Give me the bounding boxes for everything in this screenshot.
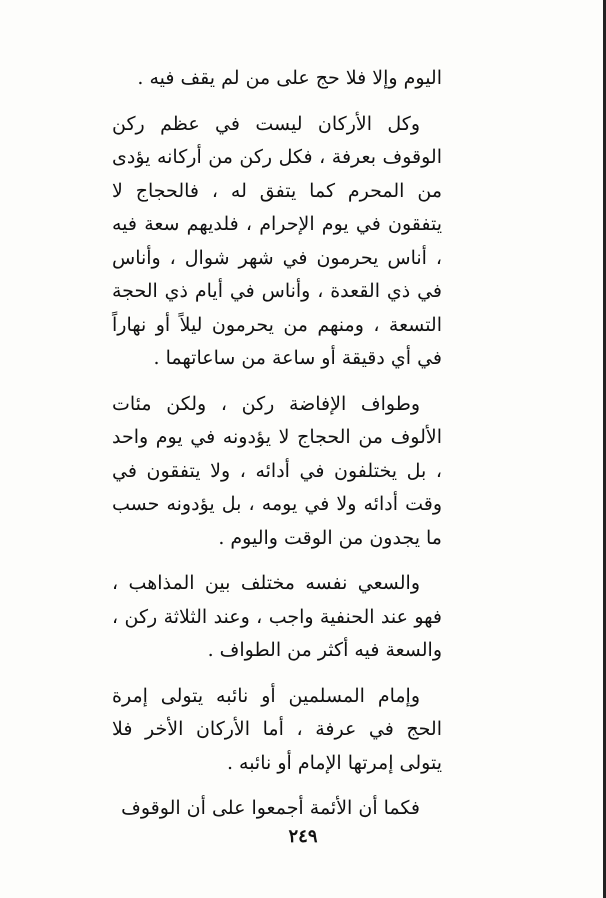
- page-number: ٢٤٩: [288, 826, 318, 847]
- paragraph-pillars-arafah: وكل الأركان ليست في عظم ركن الوقوف بعرفة ، فكل ركن من أركانه يؤدى من المحرم كما يتفق له ، فالحجاج لا يتفقون في يوم الإحرام ، فلديهم سعة فيه ، أناس يحرمون في شهر شوال ، وأناس في ذي القعدة ، وأناس في أيام ذي الحجة التسعة ، ومنهم من يحرمون ليلاً أو نهاراً في أي دقيقة أو ساعة من ساعاتهما .: [112, 112, 442, 369]
- paragraph-continuation: اليوم وإلا فلا حج على من لم يقف فيه .: [137, 67, 442, 89]
- body-text: [112, 62, 442, 826]
- paragraph-tawaf-ifadah: وطواف الإفاضة ركن ، ولكن مئات الألوف من الحجاج لا يؤدونه في يوم واحد ، بل يختلفون في أدائه ، ولا يتفقون في وقت أدائه ولا في يومه ، بل يؤدونه حسب ما يجدون من الوقت واليوم .: [112, 392, 442, 549]
- paragraph-consensus: فكما أن الأئمة أجمعوا على أن الوقوف: [121, 797, 420, 819]
- paragraph-imam: وإمام المسلمين أو نائبه يتولى إمرة الحج في عرفة ، أما الأركان الأخر فلا يتولى إمرتها الإمام أو نائبه .: [112, 684, 442, 774]
- paragraph-sai: والسعي نفسه مختلف بين المذاهب ، فهو عند الحنفية واجب ، وعند الثلاثة ركن ، والسعة فيه أكثر من الطواف .: [112, 572, 442, 661]
